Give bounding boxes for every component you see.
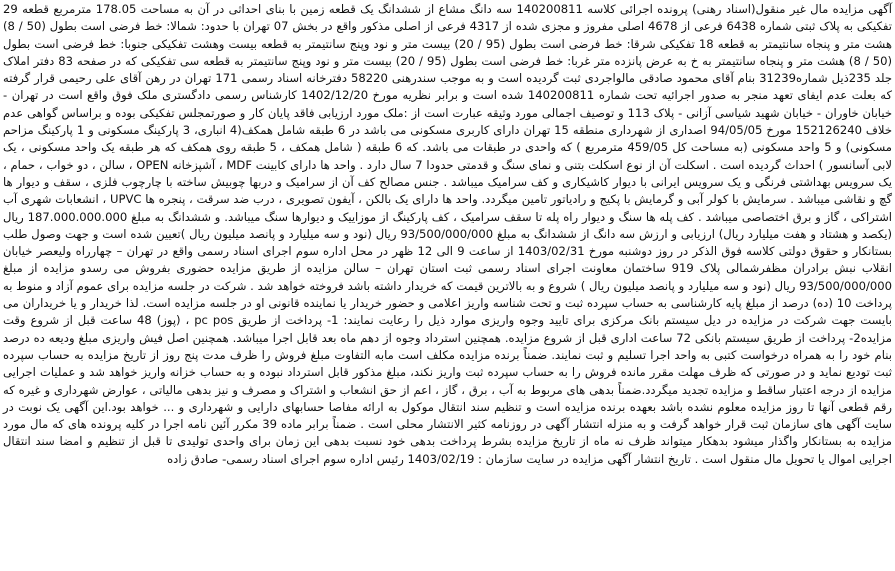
notice-body-text: آگهی مزایده مال غیر منقول(اسناد رهنی) پرونده اجرائی کلاسه 140200811 سه دانگ مشاع از ششدانگ یک قطعه زمین با بنای احداثی در آن به مساحت 178.05 مترمربع قطعه 29 تفکیکی به پلاک ثبتی شماره 6438 فرعی از 4678 اصلی مفروز و مجزی شده از 4317 فرعی از اصلی مذکور واقع در بخش 07 تهران با حدود: شمالا: خط فرضی است بطول (50 / 8) هشت متر و پنجاه سانتیمتر به قطعه 18 تفکیکی شرقا: خط فرضی است بطول (95 / 20) بیست متر و نود وپنج سانتیمتر به قطعه بیست وهشت تفکیکی جنوبا: خط فرضی است بطول (50 / 8) هشت متر و پنجاه سانتیمتر به خ به عرض پانزده متر غربا: خط فرضی است بطول (95 / 20) بیست متر و نود وپنج سانتیمتر به قطعه سی تفکیکی که در صفحه 83 دفتر املاک جلد 235ذیل شماره31239 بنام آقای محمود صادقی مالواجردی ثبت گردیده است و به موجب سندرهنی 58220 دفترخانه اسناد رسمی 171 تهران در رهن آقای علی رحیمی قرار گرفته که بعلت عدم ایفای تعهد منجر به صدور اجرائیه تحت شماره 140200811 شده است و برابر نظریه مورخ 1402/12/20 کارشناس رسمی دادگستری ملک فوق واقع است در تهران - خیابان خاوران - خیابان شهید شیاسی آزانی - پلاک 113 و توصیف اجمالی مورد وثیقه عبارت است از :ملک مورد ارزیابی فاقد پایان کار و صورتمجلس تفکیکی بوده و براساس گواهی عدم خلاف 152126240 مورخ 94/05/05 اصداری از شهرداری منطقه 15 تهران دارای کاربری مسکونی می باشد در 6 طبقه شامل همکف(4 انباری، 3 پارکینگ مسکونی و 1 پارکینگ مزاحم مسکونی) و 5 واحد مسکونی (به مساحت کل 459/05 مترمربع ) که واحدی در طبقات می باشد. که 6 طبقه ( شامل همکف ، 5 طبقه روی همکف که هر طبقه یک واحد مسکونی ، یک لابی آسانسور ) احداث گردیده است . اسکلت آن از نوع اسکلت بتنی و نمای سنگ و قدمتی حدودا 7 سال دارد . واحد ها دارای کابینت MDF ، آشپزخانه OPEN ، سالن ، دو خواب ، حمام ، یک سرویس بهداشتی فرنگی و یک سرویس ایرانی با دیوار کاشیکاری و کف سرامیک میباشد . جنس مصالح کف آن از سرامیک و دربها چوبیش ساخته با چارچوب فلزی ، سقف و دیوار ها گچ و نقاشی میباشد . سرمایش با کولر آبی و گرمایش با پکیج و رادیاتور تامین میگردد. واحد ها دارای یک بالکن ، آیفون تصویری ، درب ضد سرقت ، پنجره ها UPVC ، انشعابات شهری آب اشتراکی ، گاز و برق اختصاصی میباشد . کف پله ها سنگ و دیوار راه پله تا سقف سرامیک ، کف پارکینگ از موزاییک و دیوارها سنگ میباشد. و ششدانگ به مبلغ 187.000.000.000 ریال (یکصد و هشتاد و هفت میلیارد ریال) ارزیابی و ارزش سه دانگ از ششدانگ به مبلغ 93/500/000/000 ریال (نود و سه میلیارد و پانصد میلیون ریال )تعیین شده است و جهت وصول طلب بستانکار و حقوق دولتی کلاسه فوق الذکر در روز دوشنبه مورخ 1403/02/31 از ساعت 9 الی 12 ظهر در محل اداره سوم اجرای اسناد رسمی واقع در تهران – چهارراه ولیعصر خیابان انقلاب نبش برادران مظفرشمالی پلاک 919 ساختمان معاونت اجرای اسناد رسمی ثبت استان تهران – سالن مزایده از طریق مزایده حضوری بفروش می رسدو مزایده از مبلغ 93/500/000/000 ریال (نود و سه میلیارد و پانصد میلیون ریال ) شروع و به بالاترین قیمت که خریدار داشته باشد فروخته خواهد شد . شرکت در جلسه مزایده برای عموم آزاد و منوط به پرداخت 10 (ده) درصد از مبلغ پایه کارشناسی به حساب سپرده ثبت و تحت شناسه واریز اعلامی و حضور خریدار یا نماینده قانونی او در جلسه مزایده است. لذا خریدار و یا خریداران می بایست جهت شرکت در مزایده در دیل سیستم بانک مرکزی برای تایید وجوه واریزی موارد ذیل را رعایت نمایند: 1- پرداخت از طریق pc pos ، (پوز) 48 ساعت قبل از شروع وقت مزایده2- پرداخت از طریق سیستم بانکی 72 ساعت اداری قبل از شروع مزایده. همچنین استرداد وجوه از دهم ماه بعد قابل اجرا میباشد. همچنین اصل فیش واریزی مبلغ ودیعه ده درصد بنام خود را به همراه درخواست کتبی به واحد اجرا تسلیم و ثبت نمایند. ضمناً برنده مزایده مکلف است مابه التفاوت مبلغ فروش را ظرف مدت پنج روز از تاریخ مزایده به حساب سپرده ثبت تودیع نماید و در صورتی که ظرف مهلت مقرر مانده فروش را به حساب سپرده ثبت واریز نکند، مبلغ مذکور قابل استرداد نبوده و به حساب خزانه واریز خواهد شد و عملیات اجرایی مزایده از درجه اعتبار ساقط و مزایده تجدید میگردد.ضمناً بدهی های مربوط به آب ، برق ، گاز ، اعم از حق انشعاب و اشتراک و مصرف و نیز بدهی مالیاتی ، عوارض شهرداری و غیره که رقم قطعی آنها تا روز مزایده معلوم نشده باشد بعهده برنده مزایده است و تنظیم سند انتقال موکول به ارائه مفاصا حسابهای دارایی و شهرداری و ... خواهد بود.این آگهی یک نوبت در سایت آگهی های سازمان ثبت قرار خواهد گرفت و به منزله انتشار آگهی در روزنامه کثیر الانتشار محلی است . ضمناً برابر ماده 39 مکرر آئین نامه اجرا در کلیه پرونده های که مال مورد مزایده به بستانکار واگذار میشود بدهکار میتواند ظرف نه ماه از تاریخ مزایده بشرط پرداخت بدهی خود نسبت بدهی این زمان برای واحدی تولیدی تا قبل از تنظیم و امضا سند انتقال اجرایی اموال یا تحویل مال منقول است . تاریخ انتشار آگهی مزایده در سایت سازمان : 1403/02/19 رئیس اداره سوم اجرای اسناد رسمی- صادق زاده — [3, 2, 893, 466]
